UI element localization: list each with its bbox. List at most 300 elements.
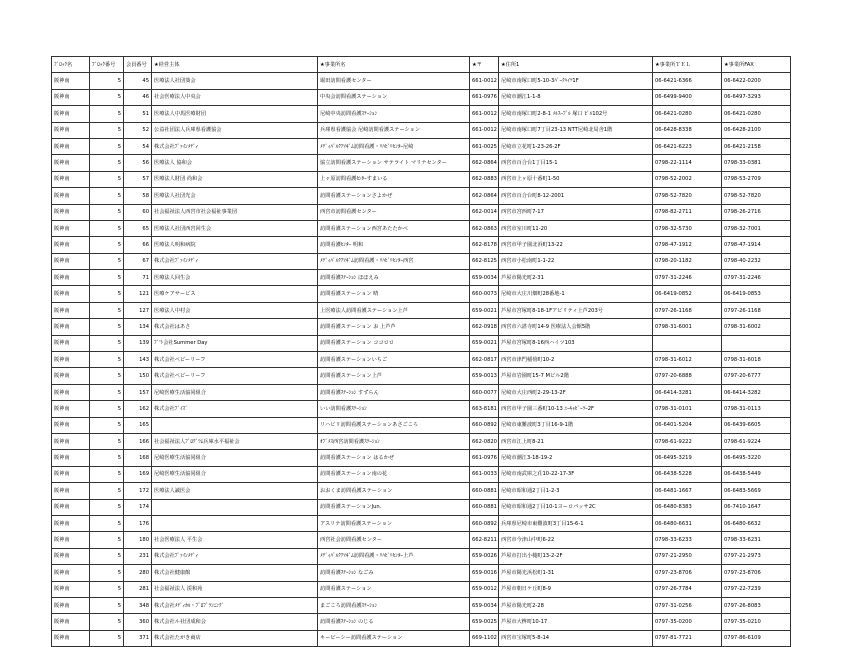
- cell-member-number: 360: [124, 614, 152, 630]
- cell-address: 芦屋市陽光町2-28: [499, 597, 653, 613]
- cell-address: 尼崎市潮江1-1-8: [499, 89, 653, 105]
- cell-member-number: 46: [124, 89, 152, 105]
- cell-office-name: 西宮社会訪問看護センター: [318, 532, 470, 548]
- cell-operator: 社会福祉法人 渓和苑: [152, 581, 318, 597]
- cell-fax: 06-7410-1647: [722, 499, 791, 515]
- cell-postal-code: 659-0012: [470, 581, 499, 597]
- header-office-fax: ★事業所FAX: [722, 57, 791, 73]
- cell-postal-code: 661-0012: [470, 73, 499, 89]
- cell-tel: 0797-21-2950: [653, 548, 722, 564]
- cell-postal-code: 659-0034: [470, 597, 499, 613]
- cell-block-name: 阪神南: [52, 450, 90, 466]
- cell-block-number: 5: [90, 515, 124, 531]
- cell-block-number: 5: [90, 597, 124, 613]
- cell-address: 西宮市津門稲荷町10-2: [499, 352, 653, 368]
- cell-address: 尼崎市立花町1-23-26-2F: [499, 138, 653, 154]
- header-address: ★住所1: [499, 57, 653, 73]
- cell-tel: 0798-47-1912: [653, 237, 722, 253]
- cell-operator: [152, 499, 318, 515]
- cell-fax: 06-6439-6605: [722, 417, 791, 433]
- table-row: [52, 89, 791, 105]
- cell-block-name: 阪神南: [52, 614, 90, 630]
- cell-block-name: 阪神南: [52, 466, 90, 482]
- cell-fax: 0798-31-0113: [722, 401, 791, 417]
- cell-block-number: 5: [90, 171, 124, 187]
- table-row: [52, 515, 791, 531]
- cell-office-name: ﾒﾃﾞｨﾊﾟﾙｸｱﾏｷﾞﾑ訪問看護・ﾘﾊﾋﾞﾘｾﾝﾀｰ尼崎: [318, 138, 470, 154]
- cell-fax: 0798-31-6002: [722, 319, 791, 335]
- cell-tel: 0797-23-8706: [653, 565, 722, 581]
- table-row: [52, 302, 791, 318]
- cell-tel: 0797-26-7784: [653, 581, 722, 597]
- cell-office-name: 訪問看護ｾﾝﾀｰ 明和: [318, 237, 470, 253]
- cell-address: 尼崎市南塚口町5-10-3ﾊﾟｰｸﾊｲﾂ1F: [499, 73, 653, 89]
- cell-block-name: 阪神南: [52, 253, 90, 269]
- cell-fax: 06-6422-0200: [722, 73, 791, 89]
- cell-operator: 株式会社ベビーリーフ: [152, 352, 318, 368]
- cell-office-name: いい訪問看護ｽﾃｰｼｮﾝ: [318, 401, 470, 417]
- cell-postal-code: 659-0021: [470, 335, 499, 351]
- header-office-tel: ★事業所ＴＥＬ: [653, 57, 722, 73]
- cell-block-name: 阪神南: [52, 630, 90, 646]
- cell-fax: 06-6414-3282: [722, 384, 791, 400]
- cell-address: 尼崎市南塚口町2-8-1 ﾒﾙｽｰﾌﾞﾙ 塚口 ﾋﾞﾙ102号: [499, 106, 653, 122]
- cell-block-number: 5: [90, 155, 124, 171]
- cell-office-name: 訪問看護ステーションいちご: [318, 352, 470, 368]
- cell-member-number: 168: [124, 450, 152, 466]
- table-row: [52, 450, 791, 466]
- cell-block-name: 阪神南: [52, 106, 90, 122]
- roster-sheet: [51, 56, 791, 647]
- cell-postal-code: 662-0883: [470, 171, 499, 187]
- cell-block-number: 5: [90, 237, 124, 253]
- cell-block-number: 5: [90, 188, 124, 204]
- cell-address: 尼崎市南武庫之荘10-22-17-3F: [499, 466, 653, 482]
- cell-block-name: 阪神南: [52, 483, 90, 499]
- cell-operator: 医療法人誠医会: [152, 483, 318, 499]
- header-row: [52, 57, 791, 73]
- cell-tel: [653, 335, 722, 351]
- cell-address: 西宮市宝塚町5-8-14: [499, 630, 653, 646]
- cell-fax: 06-6483-5669: [722, 483, 791, 499]
- cell-block-name: 阪神南: [52, 515, 90, 531]
- cell-block-name: 阪神南: [52, 565, 90, 581]
- cell-address: 西宮市江上町8-21: [499, 433, 653, 449]
- cell-office-name: 訪問看護ステーション南の花: [318, 466, 470, 482]
- cell-postal-code: 662-0863: [470, 220, 499, 236]
- cell-address: 尼崎市東難波町3丁目16-9-1階: [499, 417, 653, 433]
- table-row: [52, 417, 791, 433]
- cell-member-number: 71: [124, 270, 152, 286]
- cell-postal-code: 661-0025: [470, 138, 499, 154]
- cell-operator: 尼崎医療生活協同組合: [152, 466, 318, 482]
- cell-address: 兵庫県尼崎市東難波町3丁目15-6-1: [499, 515, 653, 531]
- cell-address: 芦屋市宮塚町8-18-1Fアビリティ上芦203号: [499, 302, 653, 318]
- cell-operator: 医療ケアサービス: [152, 286, 318, 302]
- cell-operator: 医療法人 協和会: [152, 155, 318, 171]
- cell-block-number: 5: [90, 466, 124, 482]
- cell-fax: 0798-40-2232: [722, 253, 791, 269]
- cell-operator: 株式会社ﾌﾞｲｽﾞ: [152, 401, 318, 417]
- cell-block-name: 阪神南: [52, 204, 90, 220]
- cell-operator: [152, 515, 318, 531]
- cell-operator: 株式会社健康館: [152, 565, 318, 581]
- table-row: [52, 286, 791, 302]
- cell-office-name: 西宮市訪問看護センター: [318, 204, 470, 220]
- cell-office-name: 訪問看護ステーション西宮あたたかべ: [318, 220, 470, 236]
- table-row: [52, 253, 791, 269]
- table-row: [52, 597, 791, 613]
- cell-address: 尼崎市昭和通2丁目1-2-3: [499, 483, 653, 499]
- cell-tel: 0798-31-6001: [653, 319, 722, 335]
- cell-fax: 0797-86-6109: [722, 630, 791, 646]
- cell-member-number: 66: [124, 237, 152, 253]
- cell-postal-code: 659-0026: [470, 548, 499, 564]
- cell-fax: 0797-26-8083: [722, 597, 791, 613]
- cell-address: 西宮市室川町11-20: [499, 220, 653, 236]
- cell-office-name: 訪問看護ｽﾃｰｼｮﾝ ほほえみ: [318, 270, 470, 286]
- cell-fax: 06-6419-0853: [722, 286, 791, 302]
- cell-operator: 社会医療法人 平生会: [152, 532, 318, 548]
- cell-office-name: 訪問看護ｽﾃｰｼｮﾝ のじる: [318, 614, 470, 630]
- cell-block-number: 5: [90, 253, 124, 269]
- cell-postal-code: 660-0881: [470, 483, 499, 499]
- cell-tel: 0798-32-5730: [653, 220, 722, 236]
- cell-fax: 06-6421-0280: [722, 106, 791, 122]
- cell-block-name: 阪神南: [52, 384, 90, 400]
- cell-block-name: 阪神南: [52, 122, 90, 138]
- cell-operator: 株式会社はあさ: [152, 319, 318, 335]
- cell-postal-code: 669-1102: [470, 630, 499, 646]
- cell-operator: 医療法人社団光会: [152, 188, 318, 204]
- table-row: [52, 401, 791, 417]
- cell-member-number: 280: [124, 565, 152, 581]
- cell-tel: 06-6481-1667: [653, 483, 722, 499]
- cell-address: 尼崎市大庄西町2-29-13-2F: [499, 384, 653, 400]
- cell-member-number: 180: [124, 532, 152, 548]
- cell-tel: 06-6421-6366: [653, 73, 722, 89]
- cell-tel: 0798-52-2002: [653, 171, 722, 187]
- cell-postal-code: 659-0016: [470, 565, 499, 581]
- cell-block-number: 5: [90, 499, 124, 515]
- cell-tel: 06-6428-8338: [653, 122, 722, 138]
- table-row: [52, 630, 791, 646]
- cell-office-name: アスリテ訪問看護ステーション: [318, 515, 470, 531]
- table-row: [52, 204, 791, 220]
- cell-block-name: 阪神南: [52, 581, 90, 597]
- cell-address: 西宮市百合台町8-12-2001: [499, 188, 653, 204]
- cell-tel: 0798-22-1114: [653, 155, 722, 171]
- cell-address: 西宮市甲子園北浜町13-22: [499, 237, 653, 253]
- table-row: [52, 155, 791, 171]
- cell-block-number: 5: [90, 401, 124, 417]
- cell-office-name: ﾒﾃﾞｨﾊﾟﾙｸｱﾏｷﾞﾑ訪問看護・ﾘﾊﾋﾞﾘｾﾝﾀｰ上芦: [318, 548, 470, 564]
- cell-tel: 0798-52-7820: [653, 188, 722, 204]
- cell-tel: 0797-31-2246: [653, 270, 722, 286]
- table-row: [52, 171, 791, 187]
- cell-tel: 0797-20-6888: [653, 368, 722, 384]
- cell-operator: 尼崎医療生活協同組合: [152, 384, 318, 400]
- cell-block-number: 5: [90, 581, 124, 597]
- cell-fax: 0797-21-2973: [722, 548, 791, 564]
- cell-fax: 06-6497-3293: [722, 89, 791, 105]
- cell-office-name: キーピーシー訪問看護ステーション: [318, 630, 470, 646]
- cell-postal-code: 661-0976: [470, 89, 499, 105]
- cell-tel: 06-6414-3281: [653, 384, 722, 400]
- cell-office-name: 訪問看護ステーションJun.: [318, 499, 470, 515]
- cell-block-number: 5: [90, 302, 124, 318]
- cell-postal-code: 662-0014: [470, 204, 499, 220]
- table-row: [52, 188, 791, 204]
- table-row: [52, 237, 791, 253]
- cell-postal-code: 661-0033: [470, 466, 499, 482]
- table-row: [52, 433, 791, 449]
- table-row: [52, 138, 791, 154]
- cell-member-number: 127: [124, 302, 152, 318]
- cell-tel: 0798-31-0101: [653, 401, 722, 417]
- cell-block-name: 阪神南: [52, 532, 90, 548]
- cell-block-number: 5: [90, 614, 124, 630]
- cell-block-name: 阪神南: [52, 171, 90, 187]
- cell-tel: 0798-82-2711: [653, 204, 722, 220]
- cell-member-number: 67: [124, 253, 152, 269]
- cell-postal-code: 660-0077: [470, 384, 499, 400]
- cell-address: 西宮市今津山中町6-22: [499, 532, 653, 548]
- cell-block-name: 阪神南: [52, 335, 90, 351]
- cell-member-number: 57: [124, 171, 152, 187]
- cell-member-number: 174: [124, 499, 152, 515]
- cell-operator: 株式会社ﾌﾟｧｲﾝﾒﾃﾞｨ: [152, 253, 318, 269]
- table-row: [52, 335, 791, 351]
- cell-postal-code: 659-0021: [470, 302, 499, 318]
- cell-address: 芦屋市宮塚町8-16西ハイツ103: [499, 335, 653, 351]
- cell-address: 西宮市六湛寺町14-9 医療法人会館5階: [499, 319, 653, 335]
- cell-tel: 0798-33-6233: [653, 532, 722, 548]
- cell-postal-code: 662-0864: [470, 188, 499, 204]
- cell-office-name: 堀田訪問看護センター: [318, 73, 470, 89]
- cell-member-number: 65: [124, 220, 152, 236]
- cell-fax: 0798-26-2716: [722, 204, 791, 220]
- cell-fax: 06-6480-6632: [722, 515, 791, 531]
- cell-postal-code: 660-0892: [470, 515, 499, 531]
- cell-member-number: 348: [124, 597, 152, 613]
- header-block-name: ﾌﾞﾛｯｸ名: [52, 57, 90, 73]
- cell-operator: [152, 417, 318, 433]
- cell-fax: [722, 335, 791, 351]
- table-row: [52, 614, 791, 630]
- cell-member-number: 60: [124, 204, 152, 220]
- cell-tel: 06-6401-5204: [653, 417, 722, 433]
- cell-postal-code: 663-8181: [470, 401, 499, 417]
- office-table: [51, 56, 791, 647]
- cell-member-number: 371: [124, 630, 152, 646]
- cell-postal-code: 660-0881: [470, 499, 499, 515]
- cell-operator: 株式会社ル社団成和会: [152, 614, 318, 630]
- cell-block-name: 阪神南: [52, 499, 90, 515]
- cell-member-number: 169: [124, 466, 152, 482]
- cell-office-name: 訪問看護ステーション ココロロ: [318, 335, 470, 351]
- cell-operator: 公益社団法人兵庫県看護協会: [152, 122, 318, 138]
- cell-office-name: 尼崎中央訪問看護ｽﾃｰｼｮﾝ: [318, 106, 470, 122]
- cell-block-name: 阪神南: [52, 220, 90, 236]
- cell-operator: 医療法人社団西宮回生会: [152, 220, 318, 236]
- cell-block-name: 阪神南: [52, 417, 90, 433]
- cell-block-number: 5: [90, 384, 124, 400]
- cell-block-name: 阪神南: [52, 73, 90, 89]
- cell-fax: 0797-20-6777: [722, 368, 791, 384]
- cell-fax: 06-6438-5449: [722, 466, 791, 482]
- cell-operator: ﾌﾞ'ﾄ会社Summer Day: [152, 335, 318, 351]
- cell-operator: 尼崎医療生活協同組合: [152, 450, 318, 466]
- cell-office-name: ﾒﾃﾞｨﾊﾟﾙｸｱﾏｷﾞﾑ訪問看護・ﾘﾊﾋﾞﾘｾﾝﾀｰ西宮: [318, 253, 470, 269]
- cell-fax: 0797-26-1168: [722, 302, 791, 318]
- cell-office-name: 協立訪問看護ステーション サテライト マリナセンター: [318, 155, 470, 171]
- cell-tel: 0797-81-7721: [653, 630, 722, 646]
- cell-block-number: 5: [90, 138, 124, 154]
- cell-operator: 株式会社たがき商店: [152, 630, 318, 646]
- cell-block-number: 5: [90, 417, 124, 433]
- cell-tel: 06-6480-8383: [653, 499, 722, 515]
- cell-tel: 06-6419-0852: [653, 286, 722, 302]
- table-row: [52, 319, 791, 335]
- cell-tel: 06-6421-6223: [653, 138, 722, 154]
- cell-fax: 0798-53-2709: [722, 171, 791, 187]
- cell-fax: 0798-52-7820: [722, 188, 791, 204]
- cell-postal-code: 662-8125: [470, 253, 499, 269]
- cell-postal-code: 660-0073: [470, 286, 499, 302]
- cell-postal-code: 659-0025: [470, 614, 499, 630]
- cell-block-name: 阪神南: [52, 368, 90, 384]
- cell-operator: 医療法人明和病院: [152, 237, 318, 253]
- cell-office-name: 訪問看護ｽﾃｰｼｮﾝ すずらん: [318, 384, 470, 400]
- cell-postal-code: 659-0034: [470, 270, 499, 286]
- cell-fax: 0797-35-0210: [722, 614, 791, 630]
- cell-postal-code: 659-0013: [470, 368, 499, 384]
- cell-block-name: 阪神南: [52, 138, 90, 154]
- cell-office-name: 訪問看護ステーション はるかぜ: [318, 450, 470, 466]
- cell-block-name: 阪神南: [52, 188, 90, 204]
- cell-office-name: 訪問看護ステーション 晴: [318, 286, 470, 302]
- cell-tel: 06-6499-9400: [653, 89, 722, 105]
- cell-block-name: 阪神南: [52, 237, 90, 253]
- header-office-name: ★事業所名: [318, 57, 470, 73]
- cell-block-name: 阪神南: [52, 548, 90, 564]
- cell-operator: 医療法人中村会: [152, 302, 318, 318]
- cell-tel: 0797-26-1168: [653, 302, 722, 318]
- cell-address: 芦屋市陽光町2-31: [499, 270, 653, 286]
- cell-fax: 0797-23-8706: [722, 565, 791, 581]
- cell-block-number: 5: [90, 433, 124, 449]
- table-row: [52, 352, 791, 368]
- cell-postal-code: 662-8211: [470, 532, 499, 548]
- cell-block-name: 阪神南: [52, 401, 90, 417]
- cell-block-number: 5: [90, 368, 124, 384]
- cell-office-name: 上ヶ原訪問看護ｾﾝﾀｰすまいる: [318, 171, 470, 187]
- cell-member-number: 143: [124, 352, 152, 368]
- cell-office-name: リハビリ訪問看護ステーションあさごころ: [318, 417, 470, 433]
- table-row: [52, 499, 791, 515]
- cell-block-number: 5: [90, 270, 124, 286]
- cell-member-number: 52: [124, 122, 152, 138]
- cell-office-name: 訪問看護ステーション お 上芦芦: [318, 319, 470, 335]
- cell-tel: 0798-61-9222: [653, 433, 722, 449]
- cell-operator: 社会福祉法人ﾌﾟﾛｸﾞﾗﾑ兵庫水平福祉会: [152, 433, 318, 449]
- cell-member-number: 166: [124, 433, 152, 449]
- cell-fax: 0798-31-6018: [722, 352, 791, 368]
- cell-address: 芦屋市打出小槌町13-2-2F: [499, 548, 653, 564]
- cell-block-name: 阪神南: [52, 89, 90, 105]
- cell-fax: 0798-33-6231: [722, 532, 791, 548]
- cell-operator: 社会医療法人中央会: [152, 89, 318, 105]
- cell-tel: 06-6438-5228: [653, 466, 722, 482]
- cell-office-name: おおくま訪問看護ステーション: [318, 483, 470, 499]
- cell-tel: 0798-31-6012: [653, 352, 722, 368]
- cell-operator: 社会福祉法人西宮市社会福祉事業団: [152, 204, 318, 220]
- cell-member-number: 281: [124, 581, 152, 597]
- cell-address: 尼崎市南塚口町7丁目23-13 NTT尼崎北局舎1階: [499, 122, 653, 138]
- cell-block-name: 阪神南: [52, 286, 90, 302]
- table-row: [52, 532, 791, 548]
- cell-postal-code: 661-0012: [470, 122, 499, 138]
- cell-block-number: 5: [90, 286, 124, 302]
- cell-address: 西宮市宮西町7-17: [499, 204, 653, 220]
- cell-postal-code: 662-0817: [470, 352, 499, 368]
- cell-address: 芦屋市朝日ケ丘町8-9: [499, 581, 653, 597]
- cell-operator: 株式会社ﾌﾟｧｲﾝﾒﾃﾞｨ: [152, 138, 318, 154]
- cell-address: 西宮市甲子園三番町10-13 ﾕｰｷｬﾋﾟｰﾗｰ2F: [499, 401, 653, 417]
- cell-address: 西宮市上ヶ原十番町1-50: [499, 171, 653, 187]
- cell-block-name: 阪神南: [52, 352, 90, 368]
- cell-operator: 医療法人回生会: [152, 270, 318, 286]
- table-row: [52, 220, 791, 236]
- cell-tel: 0797-35-0200: [653, 614, 722, 630]
- header-block-number: ﾌﾞﾛｯｸ番号: [90, 57, 124, 73]
- cell-member-number: 54: [124, 138, 152, 154]
- cell-tel: 06-6480-6631: [653, 515, 722, 531]
- cell-office-name: 訪問看護ステーション: [318, 581, 470, 597]
- header-postal-code: ★〒: [470, 57, 499, 73]
- cell-member-number: 134: [124, 319, 152, 335]
- cell-tel: 0797-31-0256: [653, 597, 722, 613]
- cell-operator: 医療法人中馬医療財団: [152, 106, 318, 122]
- cell-fax: 06-6495-3220: [722, 450, 791, 466]
- cell-fax: 0797-31-2246: [722, 270, 791, 286]
- cell-block-number: 5: [90, 352, 124, 368]
- table-row: [52, 548, 791, 564]
- cell-tel: 06-6495-3219: [653, 450, 722, 466]
- cell-block-number: 5: [90, 450, 124, 466]
- cell-fax: 0798-47-1914: [722, 237, 791, 253]
- cell-block-number: 5: [90, 483, 124, 499]
- table-row: [52, 466, 791, 482]
- cell-member-number: 162: [124, 401, 152, 417]
- cell-office-name: 中央会訪問看護ステーション: [318, 89, 470, 105]
- cell-block-name: 阪神南: [52, 433, 90, 449]
- table-row: [52, 73, 791, 89]
- cell-block-number: 5: [90, 532, 124, 548]
- cell-member-number: 58: [124, 188, 152, 204]
- cell-member-number: 231: [124, 548, 152, 564]
- cell-fax: 0797-22-7239: [722, 581, 791, 597]
- cell-office-name: 訪問看護ｽﾃｰｼｮﾝ なごみ: [318, 565, 470, 581]
- cell-postal-code: 662-0918: [470, 319, 499, 335]
- cell-address: 尼崎市大庄川畑町28番地-1: [499, 286, 653, 302]
- cell-block-number: 5: [90, 335, 124, 351]
- cell-block-name: 阪神南: [52, 270, 90, 286]
- cell-office-name: ｵﾌﾞﾒｽ西宮訪問看護ｽﾃｰｼｮﾝ: [318, 433, 470, 449]
- cell-operator: 医療法人社団葵会: [152, 73, 318, 89]
- cell-operator: 医療法人財団 尚和会: [152, 171, 318, 187]
